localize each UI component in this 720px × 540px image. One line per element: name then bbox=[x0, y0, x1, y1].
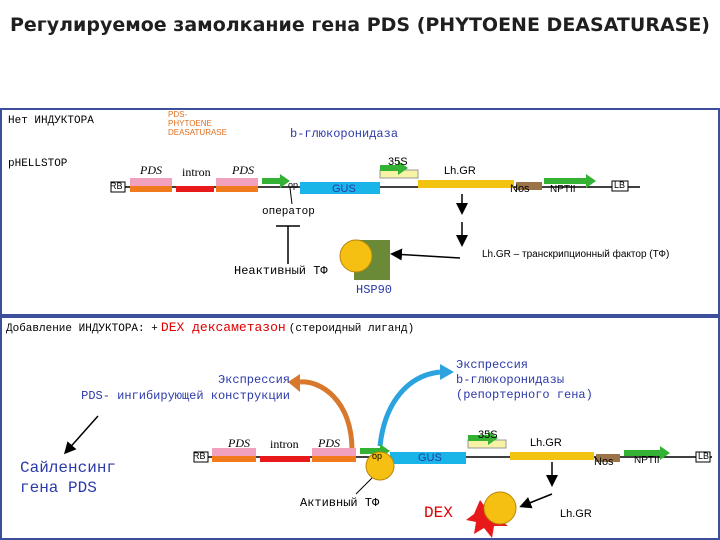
active-tf-label: Активный ТФ bbox=[300, 496, 380, 510]
glucuronidase-label: b-глюкоронидаза bbox=[290, 127, 399, 141]
silencing-arrow bbox=[66, 416, 98, 452]
top-op-label: op bbox=[288, 180, 299, 190]
inactive-tf-circle bbox=[340, 240, 372, 272]
bottom-lhgr-label: Lh.GR bbox=[530, 437, 562, 449]
bottom-op-label: op bbox=[372, 451, 383, 461]
no-inducer-label: Нет ИНДУКТОРА bbox=[8, 115, 94, 127]
adding-inducer-suffix: (стероидный лиганд) bbox=[288, 323, 415, 335]
top-operator-pointer bbox=[290, 188, 292, 204]
top-pds2-block bbox=[216, 178, 258, 186]
bottom-gus-label: GUS bbox=[418, 452, 442, 464]
adding-inducer-prefix: Добавление ИНДУКТОРА: + bbox=[6, 323, 158, 335]
top-rb-label: RB bbox=[110, 181, 123, 191]
dex-label: DEX bbox=[424, 504, 453, 522]
top-pds1-block-lower bbox=[130, 186, 172, 192]
top-lhgr-block bbox=[418, 180, 514, 188]
bottom-pds2-label: PDS bbox=[318, 436, 340, 450]
bottom-lhgr-left-arrow bbox=[522, 494, 552, 506]
top-nos-label: Nos bbox=[510, 183, 530, 195]
bottom-lhgr-block bbox=[510, 452, 594, 460]
bottom-35s-label: 35S bbox=[478, 429, 498, 441]
bottom-intron-block bbox=[260, 456, 310, 462]
top-pds1-label: PDS bbox=[140, 163, 162, 177]
page-title: Регулируемое замолкание гена PDS (PHYTOENE DEASATURASE) bbox=[10, 14, 710, 36]
bottom-35s-block bbox=[468, 440, 506, 448]
top-intron-block bbox=[176, 186, 214, 192]
bottom-nptii-label: NPTII bbox=[634, 455, 660, 466]
bottom-lhgr2-label: Lh.GR bbox=[560, 508, 592, 520]
adding-inducer-line bbox=[6, 320, 414, 335]
bottom-pds1-label: PDS bbox=[228, 436, 250, 450]
active-tf-pointer bbox=[356, 478, 372, 494]
hsp90-label: HSP90 bbox=[356, 283, 393, 297]
bottom-rb-label: RB bbox=[193, 451, 206, 461]
silencing-label: Сайленсинг гена PDS bbox=[20, 459, 117, 497]
expression-left-label: Экспрессия PDS- ингибирующей конструкции bbox=[81, 373, 290, 403]
top-nptii-label: NPTII bbox=[550, 184, 576, 195]
top-lhgr-label: Lh.GR bbox=[444, 165, 476, 177]
top-lb-label: LB bbox=[614, 180, 626, 190]
bottom-pds1-block-lower bbox=[212, 456, 256, 462]
pds-gene-note: PDS- PHYTOENE DEASATURASE bbox=[168, 110, 227, 137]
top-35s-label: 35S bbox=[388, 156, 408, 168]
lhgr-tf-label: Lh.GR – транскрипционный фактор (ТФ) bbox=[482, 249, 670, 260]
expression-right-label: Экспрессия b-глюкоронидазы (репортерного гена) bbox=[456, 358, 593, 402]
top-tf-to-complex-arrow bbox=[393, 254, 460, 258]
bottom-nos-label: Nos bbox=[594, 456, 614, 468]
operator-label: оператор bbox=[262, 206, 315, 218]
top-pds2-block-lower bbox=[216, 186, 258, 192]
top-op-promoter-arrow bbox=[262, 174, 290, 188]
top-pds1-block bbox=[130, 178, 172, 186]
top-gus-label: GUS bbox=[332, 183, 356, 195]
bottom-pds2-block-lower bbox=[312, 456, 356, 462]
dex-bound-tf-circle bbox=[484, 492, 516, 524]
bottom-intron-label: intron bbox=[270, 437, 299, 451]
cyan-expression-arrow bbox=[380, 372, 440, 446]
top-intron-label: intron bbox=[182, 165, 211, 179]
inactive-tf-label: Неактивный ТФ bbox=[234, 264, 328, 278]
bottom-lb-label: LB bbox=[698, 451, 710, 461]
top-pds2-label: PDS bbox=[232, 163, 254, 177]
phellstop-label: pHELLSTOP bbox=[8, 158, 68, 170]
dex-term: DEX дексаметазон bbox=[160, 320, 286, 335]
